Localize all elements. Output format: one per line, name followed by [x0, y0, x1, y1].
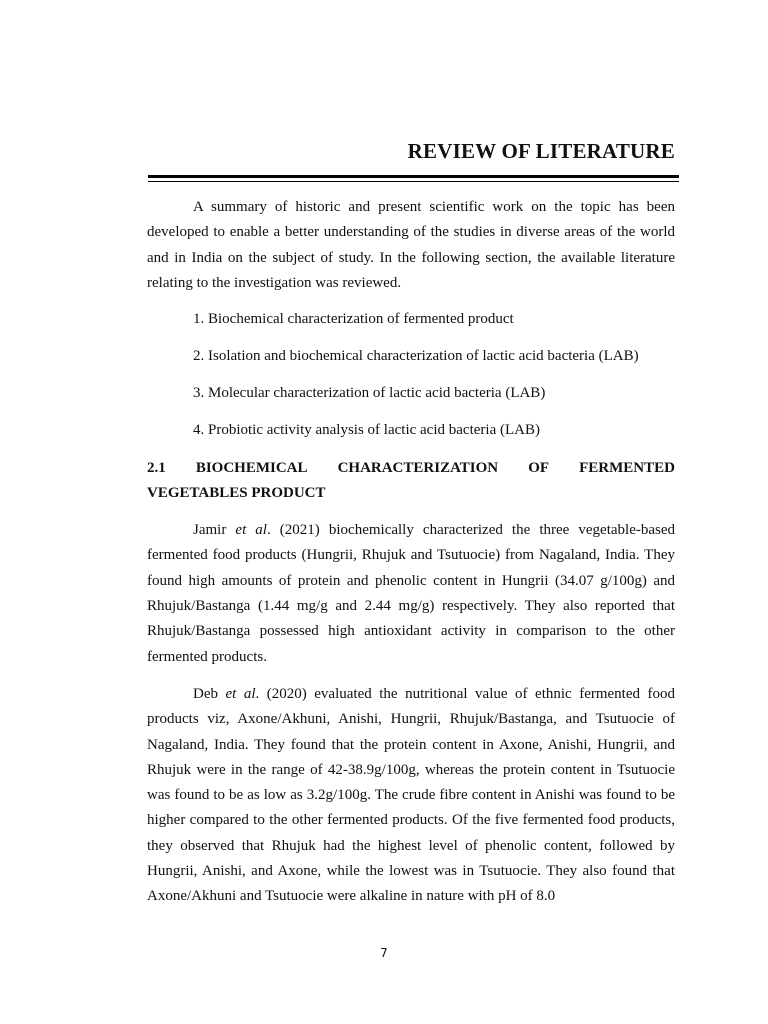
author-name: Deb	[193, 685, 218, 702]
et-al: et al	[235, 522, 267, 539]
body-text	[147, 195, 675, 910]
author-name: Jamir	[193, 522, 227, 539]
section-title-word: OF	[528, 459, 550, 476]
paragraph-text: . (2020) evaluated the nutritional value of ethnic fermented food products viz, Axone/Akhuni, Anishi, Hungrii, Rhujuk/Bastanga, and Tsutuocie of Nagaland, India. They found that the protein content in Axone, Anishi, Hungrii, and Rhujuk were in the range of 42-38.9g/100g, whereas the protein content in Tsutuocie was found to be as low as 3.2g/100g. The crude fibre content in Anishi was found to be higher compared to the other fermented products. Of the five fermented food products, they observed that Rhujuk had the highest level of phenolic content, followed by Hungrii, Anishi, and Axone, while the lowest was in Tsutuocie. They also found that Axone/Akhuni and Tsutuocie were alkaline in nature with pH of 8.0	[147, 685, 675, 905]
et-al: et al	[225, 685, 256, 702]
objectives-list	[147, 307, 675, 444]
chapter-title: REVIEW OF LITERATURE	[407, 139, 675, 163]
section-heading-line2: VEGETABLES PRODUCT	[147, 484, 326, 501]
objective-item: 2. Isolation and biochemical characterization of lactic acid bacteria (LAB)	[193, 348, 639, 365]
section-title-word: CHARACTERIZATION	[337, 459, 499, 476]
section-title-word: BIOCHEMICAL	[195, 459, 308, 476]
title-rule-thin	[148, 181, 679, 182]
review-paragraph-jamir	[147, 518, 675, 670]
objective-item: 4. Probiotic activity analysis of lactic acid bacteria (LAB)	[193, 422, 540, 439]
review-paragraph-deb	[147, 682, 675, 910]
objective-item: 1. Biochemical characterization of fermented product	[193, 311, 514, 328]
section-title-word: FERMENTED	[579, 459, 675, 476]
section-number: 2.1	[147, 459, 166, 476]
title-rule-thick	[148, 175, 679, 178]
objective-item: 3. Molecular characterization of lactic acid bacteria (LAB)	[193, 385, 546, 402]
section-heading-line1	[147, 456, 675, 481]
intro-paragraph: A summary of historic and present scientific work on the topic has been developed to enable a better understanding of the studies in diverse areas of the world and in India on the subject of study. In the following section, the available literature relating to the investigation was reviewed.	[147, 199, 675, 291]
section-heading	[147, 456, 675, 507]
paragraph-text: . (2021) biochemically characterized the three vegetable-based fermented food products (Hungrii, Rhujuk and Tsutuocie) from Nagaland, India. They found high amounts of protein and phenolic content in Hungrii (34.07 g/100g) and Rhujuk/Bastanga (1.44 mg/g and 2.44 mg/g) respectively. They also reported that Rhujuk/Bastanga possessed high antioxidant activity in comparison to the other fermented products.	[147, 522, 675, 665]
page-number: 7	[380, 946, 388, 960]
